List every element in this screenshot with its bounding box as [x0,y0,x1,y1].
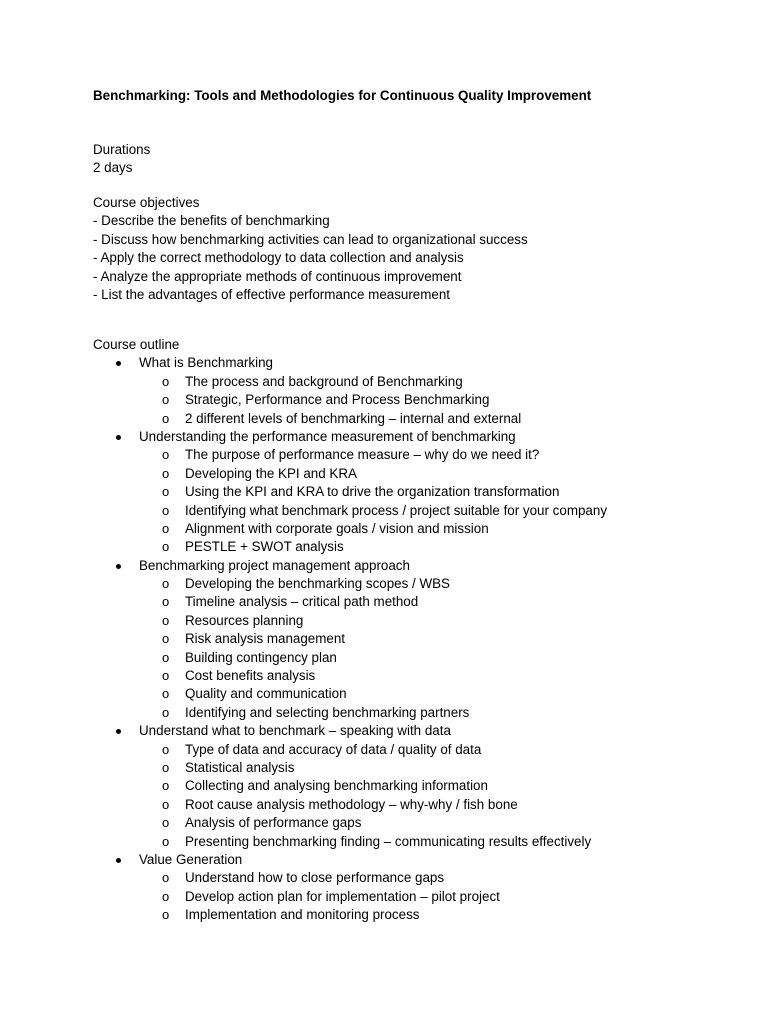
outline-subitem-text: Building contingency plan [185,649,337,665]
outline-subitem [93,869,516,887]
objectives-block [93,194,528,304]
outline-subitem [93,575,516,593]
outline-subitem [93,483,560,501]
outline-section [93,557,516,723]
hollow-bullet-icon: o [162,668,170,684]
hollow-bullet-icon: o [162,759,170,775]
outline-subitem-text: Developing the benchmarking scopes / WBS [185,576,450,592]
outline-subitem-text: Root cause analysis methodology – why-why / fish bone [185,796,518,812]
bullet-dot-icon [116,729,121,734]
outline-subitem [93,630,516,648]
hollow-bullet-icon: o [162,484,170,500]
outline-subitem-text: The process and background of Benchmarking [185,373,463,389]
hollow-bullet-icon: o [162,870,170,886]
outline-subitem-text: Develop action plan for implementation – pilot project [185,888,500,904]
hollow-bullet-icon: o [162,520,170,536]
outline-subitem [93,759,516,777]
outline-subitem-text: Timeline analysis – critical path method [185,594,419,610]
outline-subitem [93,796,516,814]
outline-subitem-text: Understand how to close performance gaps [185,870,445,886]
hollow-bullet-icon: o [162,796,170,812]
outline-subitem-text: Type of data and accuracy of data / quality of data [185,741,482,757]
outline-section-label: What is Benchmarking [139,355,273,371]
outline-subitem-text: Quality and communication [185,686,347,702]
objective-item: - Describe the benefits of benchmarking [93,213,330,229]
hollow-bullet-icon: o [162,631,170,647]
outline-subitem [93,649,516,667]
outline-section-label: Benchmarking project management approach [139,557,410,573]
hollow-bullet-icon: o [162,686,170,702]
outline-subitem [93,538,516,556]
hollow-bullet-icon: o [162,888,170,904]
outline-subitem-text: Risk analysis management [185,631,346,647]
outline-subitem-text: Resources planning [185,612,304,628]
outline-list [93,354,608,924]
objective-item: - Discuss how benchmarking activities can lead to organizational success [93,231,528,247]
bullet-dot-icon [116,435,121,440]
outline-section-label: Value Generation [139,851,243,867]
outline-section [93,722,592,851]
bullet-dot-icon [116,564,121,569]
outline-subitem-text: Identifying what benchmark process / project suitable for your company [185,502,608,518]
hollow-bullet-icon: o [162,704,170,720]
outline-subitem-text: Alignment with corporate goals / vision and mission [185,520,489,536]
outline-section [93,851,516,925]
outline-subitem [93,446,540,464]
outline-subitem-text: Cost benefits analysis [185,668,316,684]
outline-block [93,336,608,925]
hollow-bullet-icon: o [162,594,170,610]
outline-subitem-text: Statistical analysis [185,759,295,775]
outline-subitem-text: Analysis of performance gaps [185,815,362,831]
duration-block [93,141,150,178]
hollow-bullet-icon: o [162,392,170,408]
bullet-dot-icon [116,858,121,863]
outline-subitem [93,906,516,924]
hollow-bullet-icon: o [162,465,170,481]
outline-subitem-text: Collecting and analysing benchmarking information [185,778,488,794]
hollow-bullet-icon: o [162,410,170,426]
outline-subitem [93,833,592,851]
outline-subitem-text: 2 different levels of benchmarking – internal and external [185,410,522,426]
outline-subitem-text: Using the KPI and KRA to drive the organization transformation [185,484,560,500]
outline-subitem [93,667,516,685]
hollow-bullet-icon: o [162,649,170,665]
outline-subitem [93,612,516,630]
outline-heading: Course outline [93,337,180,352]
hollow-bullet-icon: o [162,373,170,389]
hollow-bullet-icon: o [162,833,170,849]
objective-item: - List the advantages of effective performance measurement [93,286,451,302]
objective-item: - Apply the correct methodology to data collection and analysis [93,250,464,266]
outline-subitem [93,741,516,759]
hollow-bullet-icon: o [162,612,170,628]
outline-subitem [93,373,516,391]
outline-subitem-text: The purpose of performance measure – why do we need it? [185,447,540,463]
outline-section-label: Understanding the performance measurement of benchmarking [139,428,516,444]
objectives-heading: Course objectives [93,195,200,210]
outline-subitem [93,410,522,428]
hollow-bullet-icon: o [162,778,170,794]
hollow-bullet-icon: o [162,502,170,518]
hollow-bullet-icon: o [162,576,170,592]
outline-subitem [93,814,516,832]
outline-subitems [139,741,592,851]
outline-subitem-text: PESTLE + SWOT analysis [185,539,344,555]
outline-subitem [93,704,516,722]
outline-subitems [139,869,516,924]
outline-subitem [93,520,516,538]
hollow-bullet-icon: o [162,741,170,757]
bullet-dot-icon [116,361,121,366]
outline-subitem [93,777,516,795]
outline-subitem [93,502,608,520]
hollow-bullet-icon: o [162,815,170,831]
duration-value: 2 days [93,160,133,176]
outline-subitem [93,685,516,703]
outline-subitem [93,593,516,611]
outline-subitem-text: Implementation and monitoring process [185,907,420,923]
outline-subitems [139,373,522,428]
outline-subitem [93,888,516,906]
outline-subitem-text: Identifying and selecting benchmarking partners [185,704,470,720]
outline-subitem-text: Developing the KPI and KRA [185,465,357,481]
outline-subitem-text: Presenting benchmarking finding – communicating results effectively [185,833,592,849]
outline-subitems [139,575,516,722]
outline-section [93,354,522,428]
hollow-bullet-icon: o [162,447,170,463]
outline-subitems [139,446,608,556]
hollow-bullet-icon: o [162,539,170,555]
hollow-bullet-icon: o [162,907,170,923]
objective-item: - Analyze the appropriate methods of continuous improvement [93,268,462,284]
document-title: Benchmarking: Tools and Methodologies for Continuous Quality Improvement [93,88,592,103]
outline-subitem [93,465,516,483]
outline-section [93,428,608,557]
outline-subitem-text: Strategic, Performance and Process Benchmarking [185,392,490,408]
outline-subitem [93,391,516,409]
duration-heading: Durations [93,142,151,157]
outline-section-label: Understand what to benchmark – speaking with data [139,723,451,739]
